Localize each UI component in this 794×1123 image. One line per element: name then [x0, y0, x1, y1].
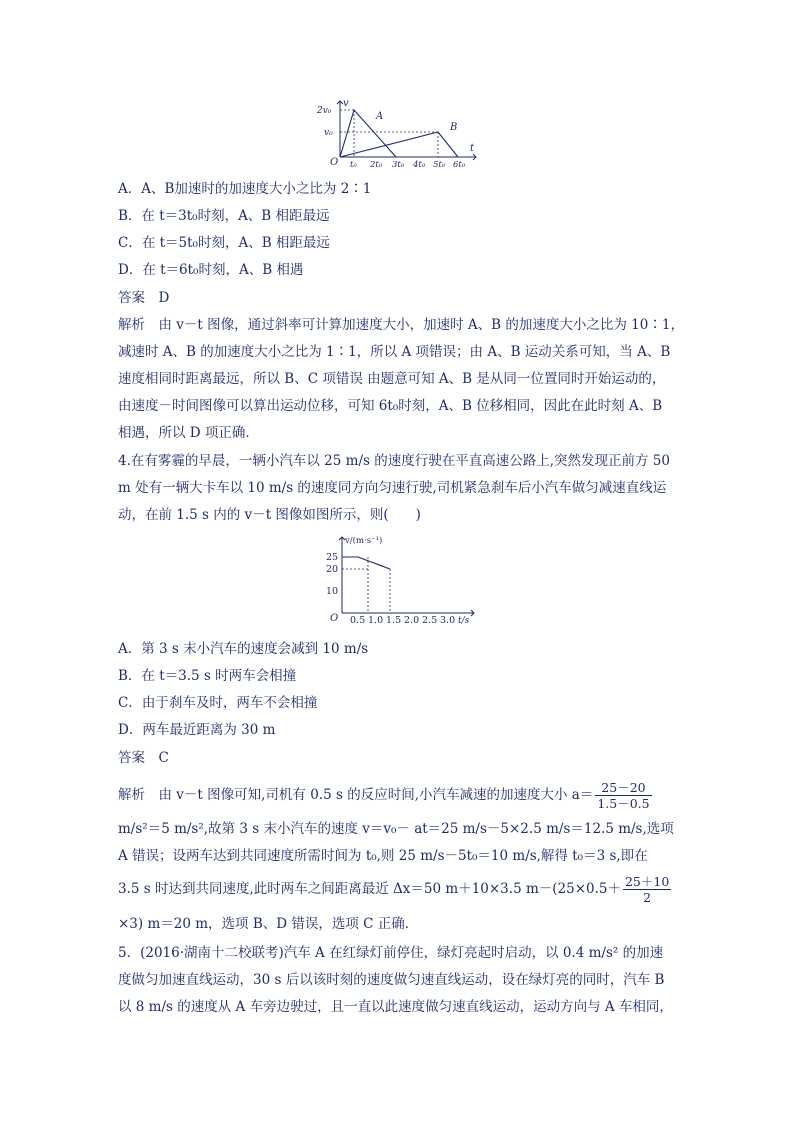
x-tick-0-5: 0.5: [350, 615, 366, 625]
graph-line-b: [340, 132, 458, 157]
q3-explanation-2: 减速时 A、B 的加速度大小之比为 1∶1，所以 A 项错误；由 A、B 运动关系可知，当 A、B: [118, 344, 671, 360]
q3-explanation-5: 相遇，所以 D 项正确．: [118, 425, 259, 441]
q4-explanation-1-text: 解析 由 v－t 图像可知,司机有 0.5 s 的反应时间,小汽车减速的加速度大小 a＝: [118, 787, 594, 803]
q4-explanation-5: ×3) m＝20 m，选项 B、D 错误，选项 C 正确．: [118, 916, 419, 932]
q4-explanation-4: [118, 872, 688, 906]
fraction-accel: [595, 780, 651, 811]
q4-option-b: B．在 t＝3.5 s 时两车会相撞: [118, 668, 297, 684]
q4-stem-3: 动，在前 1.5 s 内的 v－t 图像如图所示，则( ): [118, 507, 421, 523]
fraction-avg-den: 2: [643, 890, 652, 905]
q4-explanation-4-text: 3.5 s 时达到共同速度,此时两车之间距离最近 Δx＝50 m＋10×3.5 m－(25×0.5＋: [118, 881, 621, 897]
fraction-accel-den: 1.5－0.5: [597, 796, 650, 811]
origin-label: O: [330, 157, 339, 168]
fraction-accel-num: 25－20: [595, 780, 651, 796]
q4-explanation-2: m/s²＝5 m/s²,故第 3 s 末小汽车的速度 v＝v₀－ at＝25 m/s－5×2.5 m/s＝12.5 m/s,选项: [118, 821, 674, 837]
q5-stem-2: 度做匀加速直线运动，30 s 后以该时刻的速度做匀速直线运动，设在绿灯亮的同时，汽车 B: [118, 972, 665, 988]
x-tick-2t0: 2t₀: [370, 160, 383, 169]
q4-explanation-3: A 错误；设两车达到共同速度所需时间为 t₀,则 25 m/s－5t₀＝10 m/s,解得 t₀＝3 s,即在: [118, 848, 648, 864]
q3-option-c: C．在 t＝5t₀时刻，A、B 相距最远: [118, 235, 330, 251]
label-b: B: [450, 122, 458, 133]
q4-stem-1: 4.在有雾霾的早晨，一辆小汽车以 25 m/s 的速度行驶在平直高速公路上,突然发现正前方 50: [118, 453, 670, 469]
x-tick-2-0: 2.0: [404, 615, 420, 625]
q3-explanation-1: 解析 由 v－t 图像，通过斜率可计算加速度大小，加速时 A、B 的加速度大小之比为 10∶1，: [118, 317, 684, 333]
y-tick-20: 20: [326, 564, 339, 575]
q4-answer: 答案 C: [118, 750, 169, 766]
x-tick-1-5: 1.5: [386, 615, 402, 625]
q5-stem-3: 以 8 m/s 的速度从 A 车旁边驶过，且一直以此速度做匀速直线运动，运动方向与 A 车相同，: [118, 999, 673, 1015]
x-tick-2-5: 2.5: [422, 615, 438, 625]
axis-v-label: v: [343, 98, 349, 109]
fraction-avg-num: 25＋10: [624, 874, 670, 889]
y-tick-10: 10: [326, 586, 339, 597]
y-tick-25: 25: [326, 552, 339, 563]
y-tick-2v0: 2v₀: [317, 106, 332, 116]
q4-explanation-1: [118, 778, 688, 812]
q3-answer: 答案 D: [118, 290, 170, 306]
axis-t-label: t: [470, 143, 475, 154]
origin-label: O: [330, 613, 339, 624]
fraction-avg-speed: [623, 874, 671, 905]
q5-stem-1: 5．(2016·湖南十二校联考)汽车 A 在红绿灯前停住，绿灯亮起时启动，以 0.4 m/s² 的加速: [118, 945, 664, 961]
q3-option-a: A．A、B加速时的加速度大小之比为 2∶1: [118, 181, 372, 197]
x-tick-3-0: 3.0: [440, 615, 456, 625]
q3-option-b: B．在 t＝3t₀时刻，A、B 相距最远: [118, 208, 330, 224]
q4-option-c: C．由于刹车及时，两车不会相撞: [118, 695, 318, 711]
x-tick-4t0: 4t₀: [413, 160, 426, 169]
car-velocity-line: [342, 557, 390, 569]
q3-explanation-3: 速度相同时距离最远，所以 B、C 项错误 由题意可知 A、B 是从同一位置同时开始运动的，: [118, 371, 666, 387]
x-tick-1-0: 1.0: [368, 615, 384, 625]
vt-graph-ab: [310, 97, 480, 169]
x-axis-label: t/s: [458, 616, 470, 625]
q4-option-a: A．第 3 s 末小汽车的速度会减到 10 m/s: [118, 641, 369, 657]
y-axis-label: v/(m·s⁻¹): [345, 536, 383, 546]
x-tick-6t0: 6t₀: [453, 160, 466, 169]
q3-option-d: D．在 t＝6t₀时刻，A、B 相遇: [118, 262, 304, 278]
x-tick-3t0: 3t₀: [392, 160, 405, 169]
q4-stem-2: m 处有一辆大卡车以 10 m/s 的速度同方向匀速行驶,司机紧急刹车后小汽车做匀减速直线运: [118, 480, 667, 496]
y-tick-v0: v₀: [324, 128, 333, 138]
vt-graph-car: [320, 533, 480, 625]
label-a: A: [376, 111, 384, 122]
q4-option-d: D．两车最近距离为 30 m: [118, 722, 276, 738]
x-tick-5t0: 5t₀: [433, 160, 446, 169]
x-tick-t0: t₀: [350, 160, 357, 169]
q3-explanation-4: 由速度－时间图像可以算出运动位移，可知 6t₀时刻，A、B 位移相同，因此在此时刻 A、B: [118, 398, 663, 414]
